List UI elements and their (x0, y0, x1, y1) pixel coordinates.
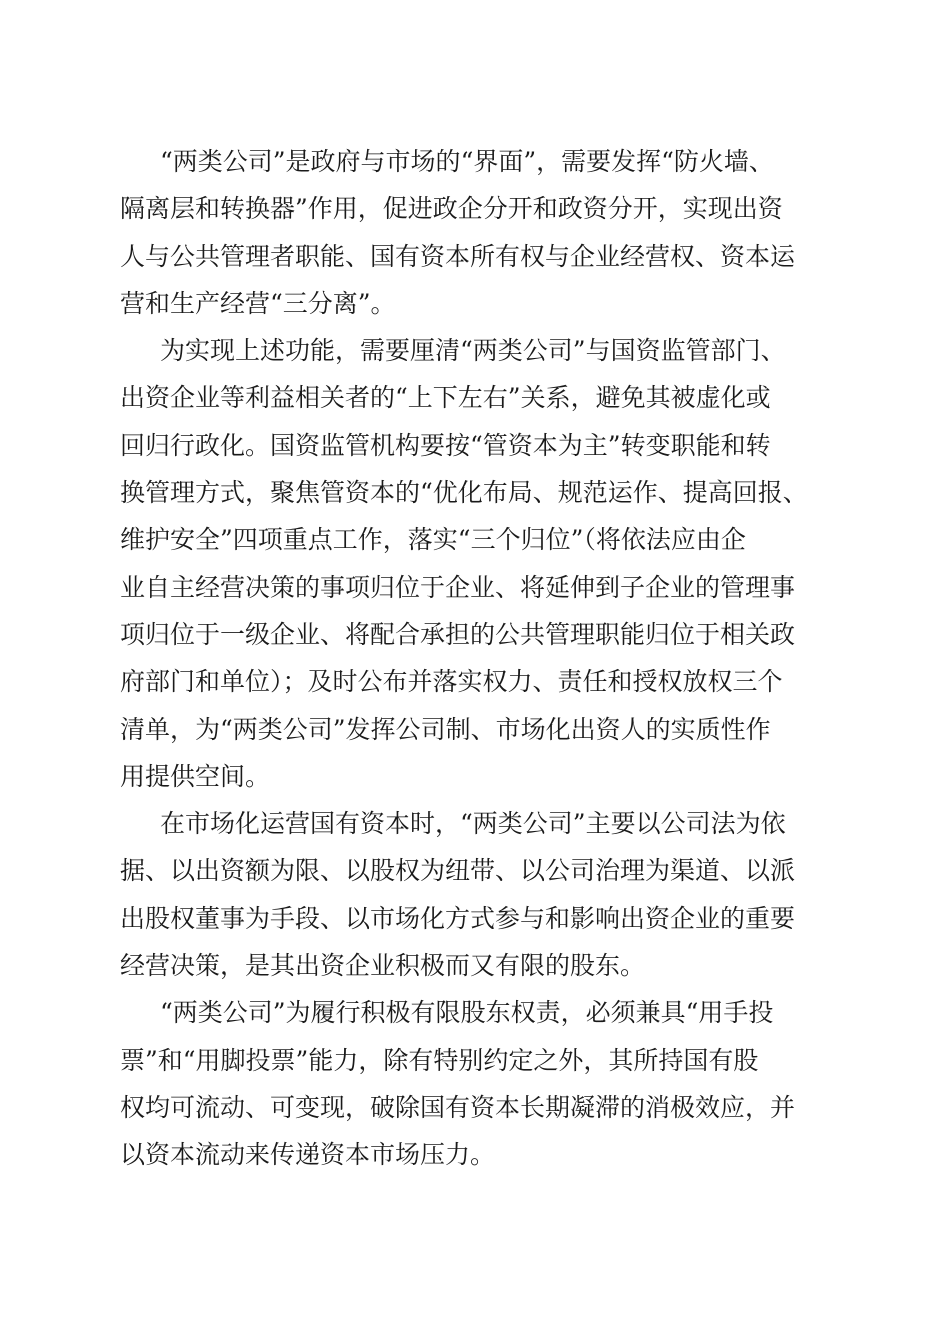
document-body (120, 138, 840, 1179)
text-line: 清单，为“两类公司”发挥公司制、市场化出资人的实质性作 (120, 714, 771, 744)
paragraph-1 (120, 138, 840, 327)
text-line: 换管理方式，聚焦管资本的“优化布局、规范运作、提高回报、 (120, 478, 808, 508)
paragraph-3 (120, 800, 840, 989)
text-line: 据、以出资额为限、以股权为纽带、以公司治理为渠道、以派 (120, 856, 796, 886)
paragraph-2 (120, 327, 840, 800)
text-line: 出资企业等利益相关者的“上下左右”关系，避免其被虚化或 (120, 383, 771, 413)
text-line: 经营决策，是其出资企业积极而又有限的股东。 (120, 951, 646, 981)
text-line: 业自主经营决策的事项归位于企业、将延伸到子企业的管理事 (120, 572, 796, 602)
text-line: 营和生产经营“三分离”。 (120, 288, 396, 318)
text-line: 为实现上述功能，需要厘清“两类公司”与国资监管部门、 (160, 336, 786, 366)
text-line: 项归位于一级企业、将配合承担的公共管理职能归位于相关政 (120, 619, 796, 649)
text-line: 隔离层和转换器”作用，促进政企分开和政资分开，实现出资 (120, 194, 783, 224)
text-line: 出股权董事为手段、以市场化方式参与和影响出资企业的重要 (120, 903, 796, 933)
paragraph-4 (120, 989, 840, 1178)
text-line: 在市场化运营国有资本时，“两类公司”主要以公司法为依 (160, 809, 786, 839)
text-line: 以资本流动来传递资本市场压力。 (120, 1140, 496, 1170)
text-line: 维护安全”四项重点工作，落实“三个归位”（将依法应由企 (120, 525, 746, 555)
text-line: 票”和“用脚投票”能力，除有特别约定之外，其所持国有股 (120, 1045, 759, 1075)
text-line: 回归行政化。国资监管机构要按“管资本为主”转变职能和转 (120, 430, 771, 460)
text-line: 府部门和单位）；及时公布并落实权力、责任和授权放权三个 (120, 667, 783, 697)
text-line: “两类公司”是政府与市场的“界面”，需要发挥“防火墙、 (160, 147, 774, 176)
text-line: 人与公共管理者职能、国有资本所有权与企业经营权、资本运 (120, 241, 796, 271)
text-line: 权均可流动、可变现，破除国有资本长期凝滞的消极效应，并 (120, 1092, 796, 1122)
text-line: “两类公司”为履行积极有限股东权责，必须兼具“用手投 (160, 998, 774, 1028)
text-line: 用提供空间。 (120, 761, 271, 791)
